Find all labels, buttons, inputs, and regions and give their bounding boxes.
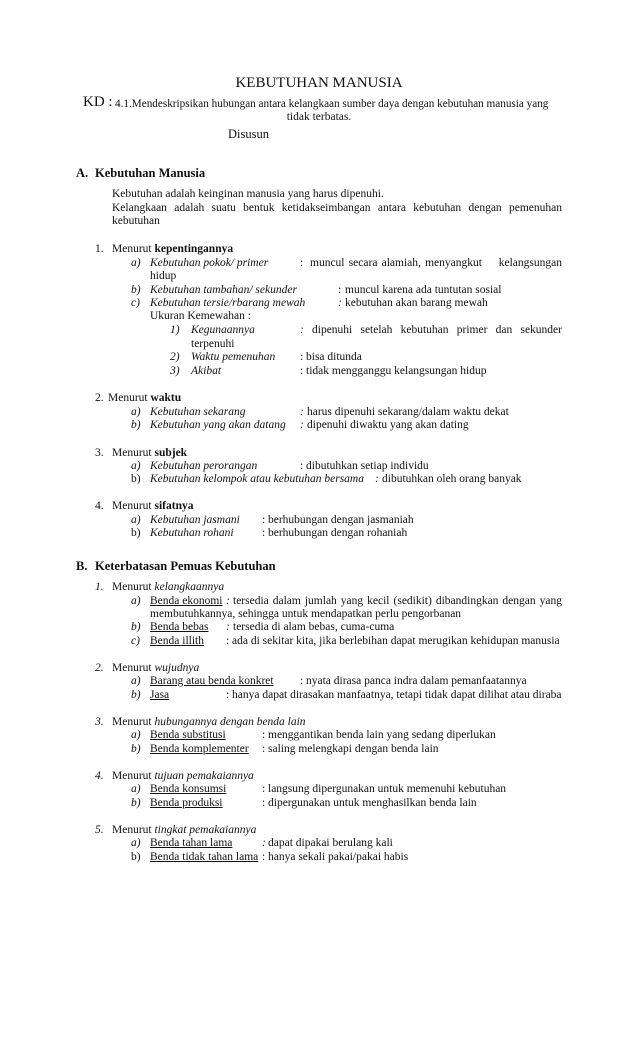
section-a-paragraph-1: Kebutuhan adalah keinginan manusia yang harus dipenuhi. <box>112 188 384 200</box>
a1-sub-colon: : <box>300 351 304 363</box>
a4-item-desc: berhubungan dengan jasmaniah <box>268 514 414 526</box>
a1-sub-desc: dipenuhi setelah kebutuhan primer dan sekunder <box>312 324 562 336</box>
b1-item-desc: tersedia di alam bebas, cuma-cuma <box>233 621 395 633</box>
a1-sub-term: Akibat <box>191 365 222 377</box>
a1-heading-pre: Menurut <box>112 243 152 255</box>
a2-item-mark: b) <box>131 419 141 431</box>
a1-item-desc: muncul secara alamiah, menyangkut kelangsungan <box>310 257 562 269</box>
b2-item-colon: : <box>300 675 304 687</box>
a2-item-term: Kebutuhan sekarang <box>150 406 246 418</box>
b3-heading <box>112 715 306 729</box>
a3-item-term: Kebutuhan perorangan <box>150 460 258 472</box>
b1-item-colon: : <box>226 595 230 607</box>
a3-item-desc: dibutuhkan oleh orang banyak <box>382 473 522 485</box>
b3-item-desc: saling melengkapi dengan benda lain <box>268 743 439 755</box>
b2-item-desc: nyata dirasa panca indra dalam pemanfaatannya <box>306 675 527 687</box>
b5-item-term: Benda tidak tahan lama <box>150 851 259 863</box>
section-a-letter: A. <box>76 166 89 180</box>
a1-item-term: Kebutuhan tambahan/ sekunder <box>150 284 297 296</box>
b1-number: 1. <box>95 581 104 593</box>
a1-item-term: Kebutuhan tersie/rbarang mewah <box>150 297 306 309</box>
a1-item-mark: c) <box>131 297 140 309</box>
section-b-title: Keterbatasan Pemuas Kebutuhan <box>95 559 276 573</box>
b4-item-colon: : <box>262 797 266 809</box>
b3-item-colon: : <box>262 729 266 741</box>
b1-item-mark: a) <box>131 595 141 607</box>
b4-item-desc: langsung dipergunakan untuk memenuhi kebutuhan <box>268 783 507 795</box>
a1-sub-colon: : <box>300 365 304 377</box>
a1-sub-term: Waktu pemenuhan <box>191 351 276 363</box>
a1-item-desc: muncul karena ada tuntutan sosial <box>345 284 502 296</box>
b2-item-colon: : <box>226 689 230 701</box>
b3-item-term: Benda substitusi <box>150 729 226 741</box>
b4-item-term: Benda konsumsi <box>150 783 227 795</box>
a3-heading-pre: Menurut <box>112 447 152 459</box>
a3-heading <box>112 446 187 460</box>
kd-label: KD : <box>83 94 113 110</box>
b1-item-desc: ada di sekitar kita, jika berlebihan dapat merugikan kehidupan manusia <box>232 635 560 647</box>
b5-item-mark: b) <box>131 851 141 863</box>
a1-number: 1. <box>95 243 104 255</box>
a4-heading-key: sifatnya <box>154 500 194 512</box>
a4-heading-pre: Menurut <box>112 500 152 512</box>
a3-item-mark: a) <box>131 460 141 472</box>
b2-item-desc: hanya dapat dirasakan manfaatnya, tetapi tidak dapat dilihat atau diraba <box>232 689 562 701</box>
a4-item-term: Kebutuhan rohani <box>150 527 234 539</box>
b3-number: 3. <box>95 716 104 728</box>
a3-item-term: Kebutuhan kelompok atau kebutuhan bersama <box>150 473 364 485</box>
b1-item-mark: c) <box>131 635 140 647</box>
b4-item-desc: dipergunakan untuk menghasilkan benda lain <box>268 797 477 809</box>
b5-heading <box>112 823 256 837</box>
b4-heading-key: tujuan pemakaiannya <box>154 770 254 782</box>
ukuran-kemewahan-label: Ukuran Kemewahan : <box>150 310 251 322</box>
a1-sub-mark: 1) <box>170 324 180 336</box>
b1-heading-pre: Menurut <box>112 581 152 593</box>
a4-number: 4. <box>95 500 104 512</box>
b2-number: 2. <box>95 662 104 674</box>
a2-item-desc: dipenuhi diwaktu yang akan dating <box>307 419 469 431</box>
a1-item-colon: : <box>300 257 304 269</box>
b5-heading-key: tingkat pemakaiannya <box>154 824 257 836</box>
a1-item-term: Kebutuhan pokok/ primer <box>150 257 269 269</box>
a1-item-colon: : <box>338 297 342 309</box>
b1-item-desc-cont: membutuhkannya, sehingga untuk mendapatkan perlu pengorbanan <box>150 608 462 620</box>
a1-sub-desc-cont: terpenuhi <box>191 338 235 350</box>
a2-item-mark: a) <box>131 406 141 418</box>
a1-item-desc: kebutuhan akan barang mewah <box>345 297 488 309</box>
b1-item-term: Benda ekonomi <box>150 595 223 607</box>
b3-item-desc: menggantikan benda lain yang sedang diperlukan <box>268 729 496 741</box>
a1-sub-colon: : <box>300 324 304 336</box>
b2-item-mark: b) <box>131 689 141 701</box>
b4-heading <box>112 769 254 783</box>
a1-item-mark: a) <box>131 257 141 269</box>
b1-item-desc: tersedia dalam jumlah yang kecil (sedikit) dibandingkan dengan yang <box>233 595 562 607</box>
b1-item-colon: : <box>226 635 230 647</box>
b5-number: 5. <box>95 824 104 836</box>
a2-heading <box>108 391 181 405</box>
b1-item-term: Benda illith <box>150 635 204 647</box>
a4-item-term: Kebutuhan jasmani <box>150 514 240 526</box>
b3-item-colon: : <box>262 743 266 755</box>
document-title: KEBUTUHAN MANUSIA <box>235 75 403 91</box>
b4-item-colon: : <box>262 783 266 795</box>
a1-heading-key: kepentingannya <box>154 243 234 255</box>
a4-item-mark: a) <box>131 514 141 526</box>
a1-sub-term: Kegunaannya <box>191 324 255 336</box>
b2-item-mark: a) <box>131 675 141 687</box>
section-a-paragraph-2b: kebutuhan <box>112 215 160 227</box>
a4-item-colon: : <box>262 527 266 539</box>
b1-item-colon: : <box>226 621 230 633</box>
a3-number: 3. <box>95 447 104 459</box>
kd-text-line-1: 4.1.Mendeskripsikan hubungan antara kelangkaan sumber daya dengan kebutuhan manusia yang <box>115 98 549 110</box>
section-a-paragraph-2a: Kelangkaan adalah suatu bentuk ketidakseimbangan antara kebutuhan dengan pemenuhan <box>112 202 562 214</box>
a1-heading <box>112 242 233 256</box>
b3-heading-key: hubungannya dengan benda lain <box>154 716 306 728</box>
b3-item-term: Benda komplementer <box>150 743 249 755</box>
a1-item-mark: b) <box>131 284 141 296</box>
a3-heading-key: subjek <box>154 447 188 459</box>
b2-item-term: Barang atau benda konkret <box>150 675 274 687</box>
b4-number: 4. <box>95 770 104 782</box>
b3-heading-pre: Menurut <box>112 716 152 728</box>
a1-item-desc-cont: hidup <box>150 270 177 282</box>
b5-item-colon: : <box>262 851 266 863</box>
disusun-label: Disusun <box>228 127 269 141</box>
a3-item-mark: b) <box>131 473 141 485</box>
b5-item-desc: hanya sekali pakai/pakai habis <box>268 851 409 863</box>
b5-item-colon: : <box>262 837 266 849</box>
b2-item-term: Jasa <box>150 689 170 701</box>
b2-heading <box>112 661 199 675</box>
a1-item-colon: : <box>338 284 342 296</box>
a2-heading-pre: Menurut <box>108 392 148 404</box>
b1-heading <box>112 580 224 594</box>
a4-heading <box>112 499 193 513</box>
b5-item-term: Benda tahan lama <box>150 837 233 849</box>
a1-sub-desc: bisa ditunda <box>306 351 362 363</box>
b5-heading-pre: Menurut <box>112 824 152 836</box>
b4-item-mark: a) <box>131 783 141 795</box>
b1-heading-key: kelangkaannya <box>154 581 225 593</box>
b1-item-mark: b) <box>131 621 141 633</box>
a2-heading-key: waktu <box>150 392 182 404</box>
b4-item-term: Benda produksi <box>150 797 223 809</box>
a2-item-term: Kebutuhan yang akan datang <box>150 419 286 431</box>
a1-sub-mark: 2) <box>170 351 180 363</box>
b4-item-mark: b) <box>131 797 141 809</box>
section-b-letter: B. <box>76 559 88 573</box>
b3-item-mark: b) <box>131 743 141 755</box>
kd-text-line-2: tidak terbatas. <box>286 111 352 123</box>
b2-heading-pre: Menurut <box>112 662 152 674</box>
a4-item-desc: berhubungan dengan rohaniah <box>268 527 408 539</box>
b5-item-mark: a) <box>131 837 141 849</box>
b1-item-term: Benda bebas <box>150 621 209 633</box>
a3-item-colon: : <box>375 473 379 485</box>
a2-item-colon: : <box>300 406 304 418</box>
a3-item-desc: dibutuhkan setiap individu <box>306 460 429 472</box>
a2-number: 2. <box>95 392 104 404</box>
a4-item-mark: b) <box>131 527 141 539</box>
a3-item-colon: : <box>300 460 304 472</box>
a1-sub-mark: 3) <box>170 365 180 377</box>
section-a-title: Kebutuhan Manusia <box>95 166 206 180</box>
b3-item-mark: a) <box>131 729 141 741</box>
b5-item-desc: dapat dipakai berulang kali <box>268 837 393 849</box>
b4-heading-pre: Menurut <box>112 770 152 782</box>
b2-heading-key: wujudnya <box>154 662 200 674</box>
a2-item-desc: harus dipenuhi sekarang/dalam waktu dekat <box>307 406 509 418</box>
a2-item-colon: : <box>300 419 304 431</box>
a1-sub-desc: tidak mengganggu kelangsungan hidup <box>306 365 487 377</box>
a4-item-colon: : <box>262 514 266 526</box>
